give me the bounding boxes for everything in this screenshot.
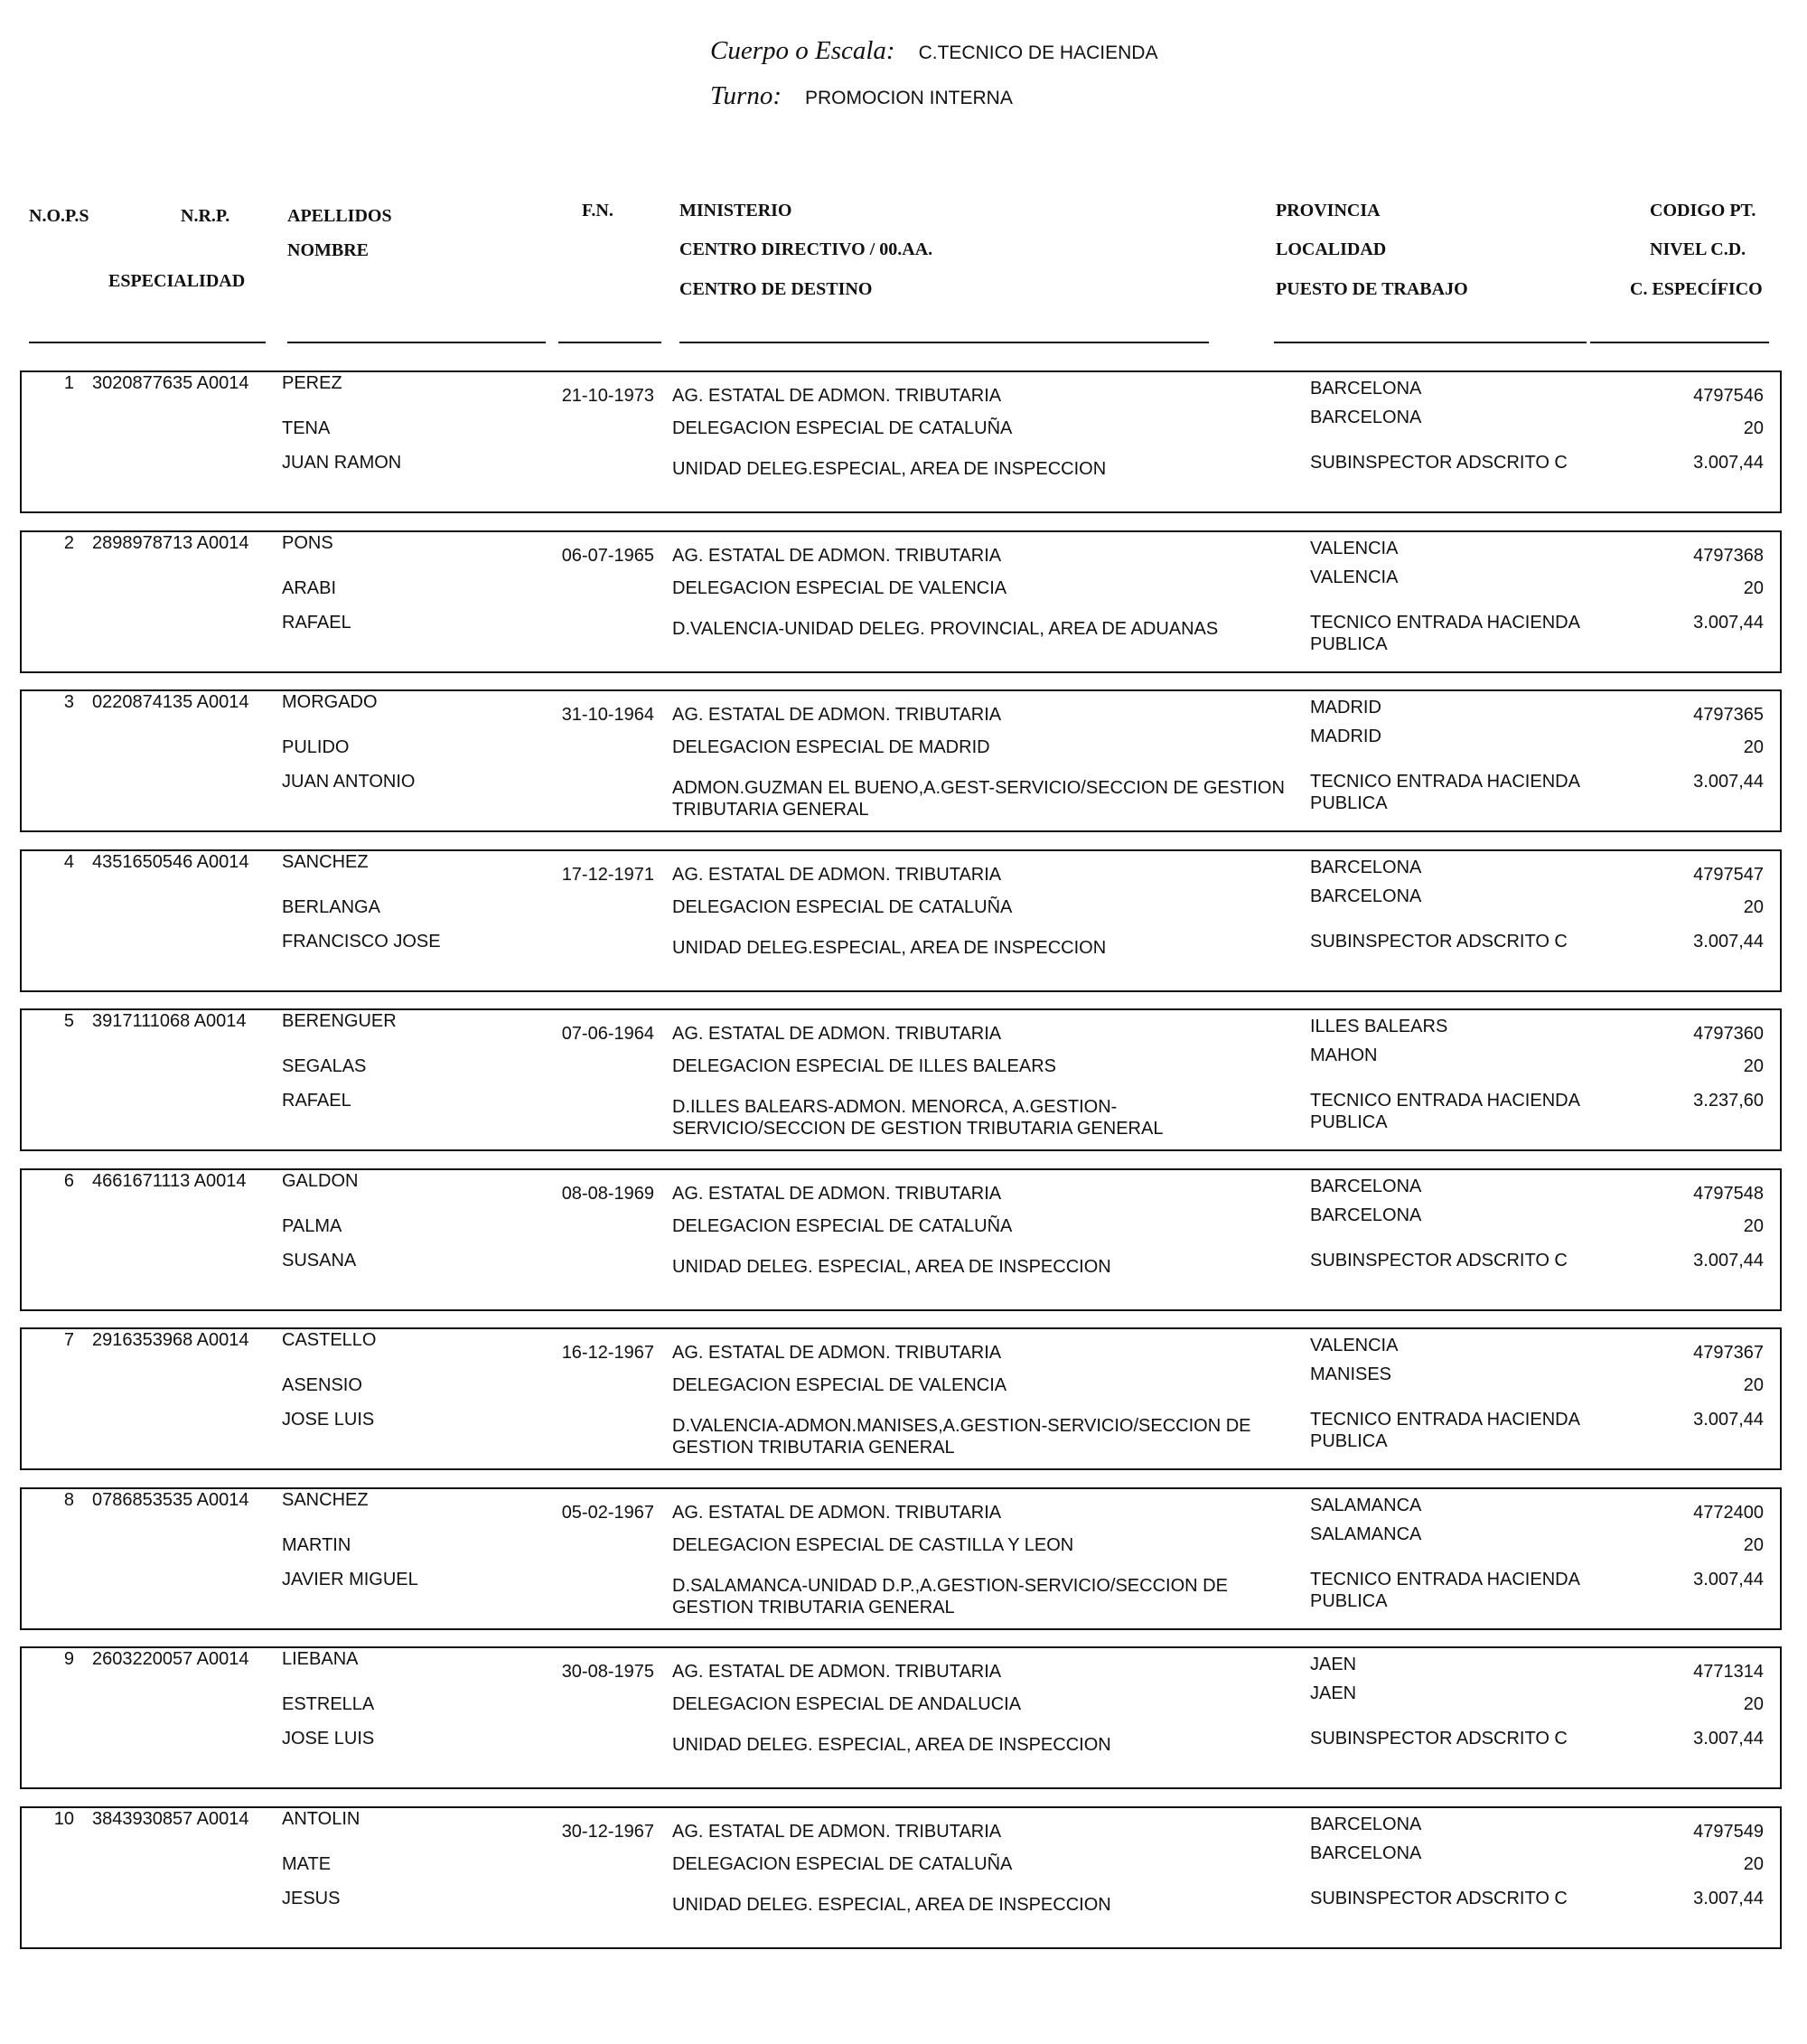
record-nivel: 20 [1743,897,1764,917]
record-centro-directivo: DELEGACION ESPECIAL DE CATALUÑA [672,1854,1013,1874]
record-number: 8 [63,1490,74,1510]
col-puesto: PUESTO DE TRABAJO [1276,279,1468,299]
record-fn: 17-12-1971 [561,865,654,885]
record-nivel: 20 [1743,1854,1764,1874]
record-puesto: TECNICO ENTRADA HACIENDA PUBLICA [1310,772,1579,813]
header-rule [29,342,266,343]
col-apellidos: APELLIDOS [287,206,392,226]
col-provincia: PROVINCIA [1276,201,1381,220]
record-apellido2: PULIDO [282,737,350,757]
record-ministerio: AG. ESTATAL DE ADMON. TRIBUTARIA [672,1184,1002,1204]
header-rule [679,342,1209,343]
record-nombre: JOSE LUIS [282,1410,375,1430]
col-nops: N.O.P.S [29,206,89,226]
document-header [710,36,1157,127]
record-number: 2 [63,533,74,553]
record-fn: 07-06-1964 [561,1024,654,1044]
record-nrp: 0220874135 A0014 [92,692,249,712]
header-rule [558,342,661,343]
record-especifico: 3.007,44 [1693,1729,1764,1749]
record-ministerio: AG. ESTATAL DE ADMON. TRIBUTARIA [672,705,1002,725]
record-provincia: BARCELONA [1310,1814,1422,1834]
col-localidad: LOCALIDAD [1276,239,1387,259]
record-number: 7 [63,1330,74,1350]
col-nivel: NIVEL C.D. [1650,239,1746,259]
record-fn: 08-08-1969 [561,1184,654,1204]
record-puesto: TECNICO ENTRADA HACIENDA PUBLICA [1310,613,1579,654]
record-number: 1 [63,373,74,393]
record-row [20,370,1782,513]
record-puesto: SUBINSPECTOR ADSCRITO C [1310,1729,1568,1749]
record-apellido2: ESTRELLA [282,1694,375,1714]
record-provincia: SALAMANCA [1310,1495,1422,1515]
record-centro-destino: D.VALENCIA-ADMON.MANISES,A.GESTION-SERVICIO/SECCION DE GESTION TRIBUTARIA GENERAL [672,1416,1251,1458]
record-centro-destino: UNIDAD DELEG.ESPECIAL, AREA DE INSPECCION [672,938,1107,958]
col-centro-directivo: CENTRO DIRECTIVO / 00.AA. [679,239,933,259]
record-centro-directivo: DELEGACION ESPECIAL DE VALENCIA [672,578,1007,598]
record-nombre: JUAN RAMON [282,453,402,473]
record-especifico: 3.007,44 [1693,1251,1764,1270]
record-ministerio: AG. ESTATAL DE ADMON. TRIBUTARIA [672,1822,1002,1842]
record-centro-directivo: DELEGACION ESPECIAL DE CASTILLA Y LEON [672,1535,1074,1555]
record-nrp: 4661671113 A0014 [92,1171,247,1191]
record-localidad: SALAMANCA [1310,1524,1422,1544]
record-nrp: 3917111068 A0014 [92,1011,247,1031]
record-especifico: 3.007,44 [1693,453,1764,473]
record-centro-directivo: DELEGACION ESPECIAL DE CATALUÑA [672,418,1013,438]
record-localidad: VALENCIA [1310,567,1399,587]
record-apellido1: SANCHEZ [282,852,369,872]
record-centro-directivo: DELEGACION ESPECIAL DE VALENCIA [672,1375,1007,1395]
record-localidad: MAHON [1310,1045,1378,1065]
record-nombre: SUSANA [282,1251,357,1270]
col-centro-destino: CENTRO DE DESTINO [679,279,873,299]
record-especifico: 3.007,44 [1693,1410,1764,1430]
record-centro-directivo: DELEGACION ESPECIAL DE MADRID [672,737,990,757]
record-centro-destino: UNIDAD DELEG.ESPECIAL, AREA DE INSPECCION [672,459,1107,479]
record-puesto: SUBINSPECTOR ADSCRITO C [1310,932,1568,952]
record-nombre: FRANCISCO JOSE [282,932,441,952]
record-row [20,689,1782,832]
record-apellido1: SANCHEZ [282,1490,369,1510]
col-fn: F.N. [582,201,613,220]
record-nombre: RAFAEL [282,613,351,633]
turno-line [710,81,1157,127]
record-apellido1: ANTOLIN [282,1809,360,1829]
record-centro-directivo: DELEGACION ESPECIAL DE ANDALUCIA [672,1694,1022,1714]
cuerpo-value: C.TECNICO DE HACIENDA [918,42,1158,63]
record-apellido2: MARTIN [282,1535,351,1555]
record-nrp: 3843930857 A0014 [92,1809,249,1829]
record-centro-destino: D.VALENCIA-UNIDAD DELEG. PROVINCIAL, AREA DE ADUANAS [672,619,1219,639]
record-centro-destino: D.SALAMANCA-UNIDAD D.P.,A.GESTION-SERVICIO/SECCION DE GESTION TRIBUTARIA GENERAL [672,1576,1228,1617]
record-apellido2: PALMA [282,1216,342,1236]
record-codigo: 4797367 [1693,1343,1764,1363]
record-row [20,1327,1782,1470]
record-row [20,1008,1782,1151]
header-rule [1274,342,1587,343]
record-centro-destino: UNIDAD DELEG. ESPECIAL, AREA DE INSPECCION [672,1257,1111,1277]
record-nrp: 0786853535 A0014 [92,1490,249,1510]
record-row [20,530,1782,673]
record-apellido2: TENA [282,418,331,438]
record-codigo: 4797546 [1693,386,1764,406]
record-number: 4 [63,852,74,872]
turno-label: Turno: [710,81,782,110]
record-nivel: 20 [1743,737,1764,757]
record-ministerio: AG. ESTATAL DE ADMON. TRIBUTARIA [672,1662,1002,1682]
record-apellido1: PEREZ [282,373,342,393]
record-provincia: VALENCIA [1310,1336,1399,1355]
header-rule [287,342,546,343]
record-codigo: 4797365 [1693,705,1764,725]
record-nombre: RAFAEL [282,1091,351,1111]
record-provincia: JAEN [1310,1655,1357,1674]
record-localidad: MADRID [1310,727,1381,746]
record-ministerio: AG. ESTATAL DE ADMON. TRIBUTARIA [672,1024,1002,1044]
record-fn: 06-07-1965 [561,546,654,566]
record-apellido1: BERENGUER [282,1011,397,1031]
record-apellido2: ASENSIO [282,1375,362,1395]
record-nrp: 3020877635 A0014 [92,373,249,393]
col-ministerio: MINISTERIO [679,201,792,220]
record-apellido2: ARABI [282,578,337,598]
record-apellido1: MORGADO [282,692,378,712]
record-localidad: BARCELONA [1310,886,1422,906]
record-number: 5 [63,1011,74,1031]
record-apellido2: SEGALAS [282,1056,367,1076]
record-number: 6 [63,1171,74,1191]
record-nivel: 20 [1743,578,1764,598]
record-localidad: BARCELONA [1310,1843,1422,1863]
record-centro-destino: UNIDAD DELEG. ESPECIAL, AREA DE INSPECCION [672,1895,1111,1915]
record-codigo: 4797549 [1693,1822,1764,1842]
record-provincia: MADRID [1310,698,1381,717]
record-especifico: 3.007,44 [1693,772,1764,792]
record-fn: 31-10-1964 [561,705,654,725]
record-puesto: SUBINSPECTOR ADSCRITO C [1310,453,1568,473]
cuerpo-label: Cuerpo o Escala: [710,36,895,65]
record-row [20,1168,1782,1311]
record-nrp: 2916353968 A0014 [92,1330,249,1350]
record-nivel: 20 [1743,1375,1764,1395]
record-codigo: 4797548 [1693,1184,1764,1204]
record-localidad: JAEN [1310,1683,1357,1703]
record-apellido2: MATE [282,1854,332,1874]
col-especialidad: ESPECIALIDAD [108,271,246,291]
record-especifico: 3.007,44 [1693,1889,1764,1908]
record-centro-destino: UNIDAD DELEG. ESPECIAL, AREA DE INSPECCION [672,1735,1111,1755]
record-codigo: 4771314 [1693,1662,1764,1682]
record-number: 3 [63,692,74,712]
record-puesto: TECNICO ENTRADA HACIENDA PUBLICA [1310,1570,1579,1611]
record-apellido1: PONS [282,533,333,553]
record-nrp: 2603220057 A0014 [92,1649,249,1669]
record-nrp: 2898978713 A0014 [92,533,249,553]
record-provincia: VALENCIA [1310,539,1399,558]
header-rule [1590,342,1769,343]
record-fn: 30-12-1967 [561,1822,654,1842]
turno-value: PROMOCION INTERNA [804,88,1013,108]
record-nivel: 20 [1743,1056,1764,1076]
record-nivel: 20 [1743,1535,1764,1555]
record-fn: 05-02-1967 [561,1503,654,1523]
record-ministerio: AG. ESTATAL DE ADMON. TRIBUTARIA [672,1343,1002,1363]
record-fn: 16-12-1967 [561,1343,654,1363]
record-codigo: 4772400 [1693,1503,1764,1523]
record-provincia: BARCELONA [1310,858,1422,877]
record-codigo: 4797547 [1693,865,1764,885]
record-nombre: JUAN ANTONIO [282,772,416,792]
record-nombre: JAVIER MIGUEL [282,1570,418,1589]
record-row [20,1806,1782,1949]
cuerpo-line [710,36,1157,81]
record-provincia: BARCELONA [1310,379,1422,398]
record-nivel: 20 [1743,1694,1764,1714]
record-puesto: SUBINSPECTOR ADSCRITO C [1310,1251,1568,1270]
record-row [20,1487,1782,1630]
record-nrp: 4351650546 A0014 [92,852,249,872]
record-ministerio: AG. ESTATAL DE ADMON. TRIBUTARIA [672,386,1002,406]
record-apellido1: LIEBANA [282,1649,359,1669]
record-puesto: TECNICO ENTRADA HACIENDA PUBLICA [1310,1091,1579,1132]
record-number: 10 [53,1809,74,1829]
record-puesto: SUBINSPECTOR ADSCRITO C [1310,1889,1568,1908]
record-nombre: JESUS [282,1889,341,1908]
record-especifico: 3.007,44 [1693,932,1764,952]
record-number: 9 [63,1649,74,1669]
record-codigo: 4797368 [1693,546,1764,566]
record-centro-directivo: DELEGACION ESPECIAL DE CATALUÑA [672,897,1013,917]
record-centro-destino: D.ILLES BALEARS-ADMON. MENORCA, A.GESTION-SERVICIO/SECCION DE GESTION TRIBUTARIA GENERAL [672,1097,1164,1139]
record-centro-destino: ADMON.GUZMAN EL BUENO,A.GEST-SERVICIO/SECCION DE GESTION TRIBUTARIA GENERAL [672,778,1285,820]
record-row [20,1646,1782,1789]
record-nivel: 20 [1743,418,1764,438]
col-especifico: C. ESPECÍFICO [1630,279,1763,299]
col-codigo: CODIGO PT. [1650,201,1756,220]
record-localidad: BARCELONA [1310,408,1422,427]
record-ministerio: AG. ESTATAL DE ADMON. TRIBUTARIA [672,546,1002,566]
record-ministerio: AG. ESTATAL DE ADMON. TRIBUTARIA [672,865,1002,885]
record-puesto: TECNICO ENTRADA HACIENDA PUBLICA [1310,1410,1579,1451]
record-fn: 21-10-1973 [561,386,654,406]
record-ministerio: AG. ESTATAL DE ADMON. TRIBUTARIA [672,1503,1002,1523]
record-especifico: 3.007,44 [1693,613,1764,633]
record-codigo: 4797360 [1693,1024,1764,1044]
record-nombre: JOSE LUIS [282,1729,375,1749]
record-apellido1: GALDON [282,1171,359,1191]
record-apellido1: CASTELLO [282,1330,377,1350]
record-apellido2: BERLANGA [282,897,380,917]
col-nrp: N.R.P. [181,206,230,226]
record-centro-directivo: DELEGACION ESPECIAL DE ILLES BALEARS [672,1056,1056,1076]
record-row [20,849,1782,992]
record-especifico: 3.007,44 [1693,1570,1764,1589]
record-provincia: BARCELONA [1310,1177,1422,1196]
record-localidad: MANISES [1310,1364,1392,1384]
record-nivel: 20 [1743,1216,1764,1236]
record-especifico: 3.237,60 [1693,1091,1764,1111]
record-fn: 30-08-1975 [561,1662,654,1682]
record-centro-directivo: DELEGACION ESPECIAL DE CATALUÑA [672,1216,1013,1236]
record-provincia: ILLES BALEARS [1310,1017,1448,1036]
col-nombre: NOMBRE [287,240,369,260]
record-localidad: BARCELONA [1310,1205,1422,1225]
